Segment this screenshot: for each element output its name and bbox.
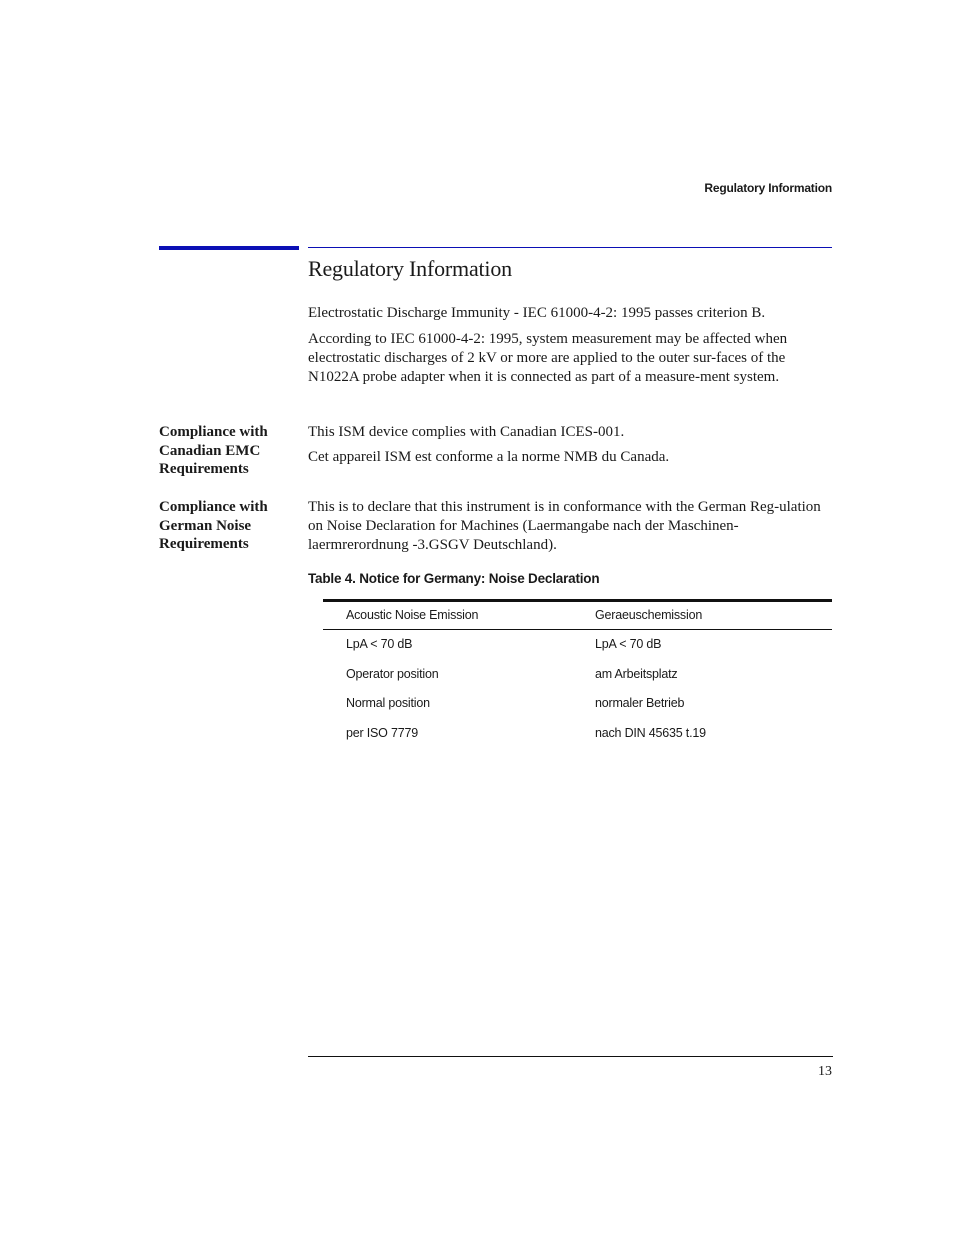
table-caption: Table 4. Notice for Germany: Noise Declaration: [308, 571, 600, 586]
table-cell: normaler Betrieb: [595, 696, 685, 711]
table-row: [323, 719, 832, 749]
canadian-heading-line: Compliance with: [159, 424, 268, 440]
table-row: [323, 660, 832, 690]
german-heading-line: Compliance with: [159, 499, 268, 515]
table-cell: Normal position: [346, 696, 430, 711]
table-cell: nach DIN 45635 t.19: [595, 726, 706, 741]
section-rule-line: [308, 247, 832, 248]
german-heading-line: German Noise: [159, 517, 252, 534]
table-row: [323, 630, 832, 660]
section-title: Regulatory Information: [308, 256, 512, 281]
page-number: 13: [818, 1064, 832, 1079]
table-cell: am Arbeitsplatz: [595, 666, 678, 681]
table-header-cell: Geraeuschemission: [595, 608, 703, 622]
table-row: [323, 689, 832, 719]
canadian-heading-line: Canadian EMC: [159, 442, 261, 459]
canadian-emc-heading: [159, 423, 299, 479]
table-cell: LpA < 70 dB: [595, 637, 662, 651]
german-noise-paragraph: This is to declare that this instrument is in conformance with the German Reg-ulation on Noise Declaration for Machines (Laermangabe nach der Maschinen-laermrerordnung -3.GSGV Deutschland).: [308, 499, 821, 553]
table-cell: per ISO 7779: [346, 726, 418, 741]
noise-declaration-table: [323, 599, 832, 749]
table-header-row: [323, 602, 832, 630]
canadian-heading-line: Requirements: [159, 461, 249, 477]
table-cell: Operator position: [346, 666, 439, 681]
table-cell: LpA < 70 dB: [346, 637, 413, 651]
german-heading-line: Requirements: [159, 536, 249, 552]
section-rule-accent: [159, 246, 299, 250]
esd-immunity-paragraph: Electrostatic Discharge Immunity - IEC 61000-4-2: 1995 passes criterion B.: [308, 305, 766, 321]
esd-description-paragraph: According to IEC 61000-4-2: 1995, system measurement may be affected when electrostatic discharges of 2 kV or more are applied to the outer sur-faces of the N1022A probe adapter when it is connected as part of a measure-ment system.: [308, 331, 788, 385]
footer-rule: [308, 1056, 833, 1057]
canadian-nmb-paragraph: Cet appareil ISM est conforme a la norme NMB du Canada.: [308, 449, 670, 465]
canadian-ices-paragraph: This ISM device complies with Canadian ICES-001.: [308, 424, 625, 440]
running-header: Regulatory Information: [704, 181, 832, 195]
german-noise-heading: [159, 498, 299, 554]
table-header-cell: Acoustic Noise Emission: [346, 608, 479, 622]
